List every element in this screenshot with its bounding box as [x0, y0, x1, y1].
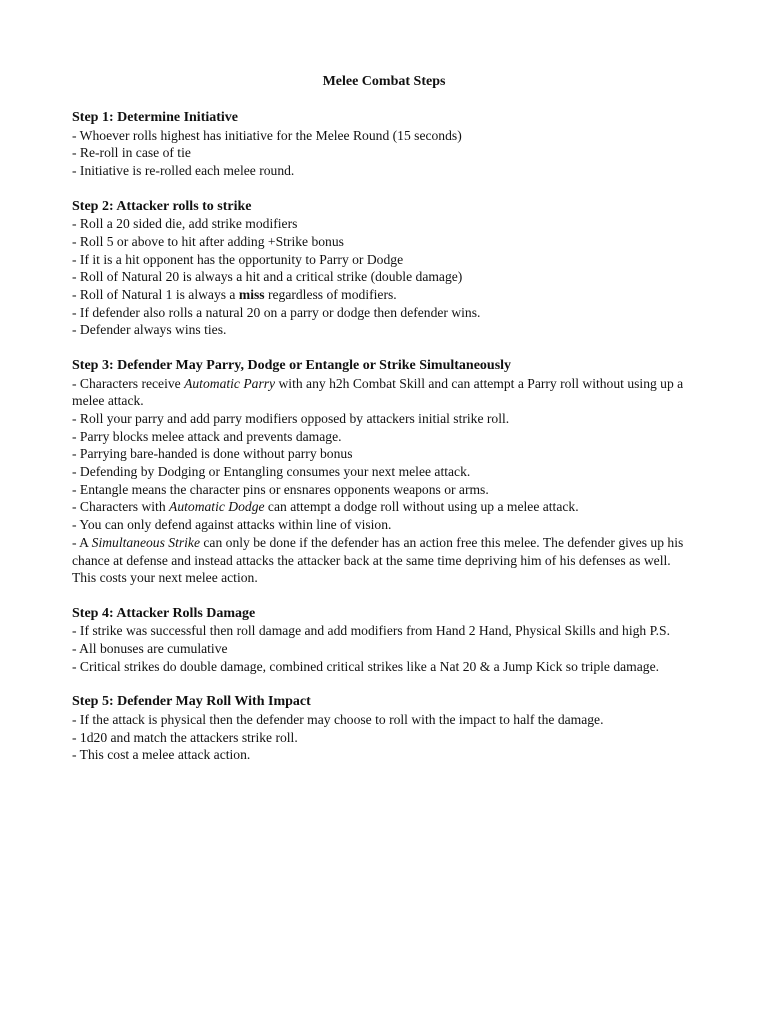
step-bullet: - Roll of Natural 1 is always a miss regardless of modifiers.: [72, 287, 397, 303]
step-heading: Step 1: Determine Initiative: [72, 110, 239, 125]
step-bullet: - Re-roll in case of tie: [72, 145, 191, 161]
step-bullet: - Characters receive Automatic Parry with any h2h Combat Skill and can attempt a Parry roll without using up a melee attack.: [72, 375, 684, 409]
step-bullet: - Parry blocks melee attack and prevents damage.: [72, 428, 342, 444]
italic-term: Automatic Dodge: [169, 499, 265, 515]
step-heading: Step 2: Attacker rolls to strike: [72, 198, 252, 214]
step-bullet: - Roll a 20 sided die, add strike modifiers: [72, 216, 298, 232]
step-heading: Step 5: Defender May Roll With Impact: [72, 694, 311, 710]
step-bullet: - All bonuses are cumulative: [72, 641, 228, 657]
italic-term: Automatic Parry: [184, 375, 276, 391]
step-bullet: - Roll your parry and add parry modifiers opposed by attackers initial strike roll.: [72, 410, 510, 426]
step-section-4: [72, 605, 692, 676]
step-section-3: [72, 357, 692, 587]
step-section-5: [72, 693, 692, 764]
step-bullet: - Critical strikes do double damage, combined critical strikes like a Nat 20 & a Jump Kick so triple damage.: [72, 658, 660, 674]
step-bullet: - Roll 5 or above to hit after adding +Strike bonus: [72, 233, 344, 249]
step-bullet: - Entangle means the character pins or ensnares opponents weapons or arms.: [72, 481, 489, 497]
step-bullet: - 1d20 and match the attackers strike roll.: [72, 729, 298, 745]
step-bullet: - If strike was successful then roll damage and add modifiers from Hand 2 Hand, Physical Skills and high P.S.: [72, 623, 671, 639]
step-bullet: - Defender always wins ties.: [72, 322, 227, 338]
step-bullet: - A Simultaneous Strike can only be done if the defender has an action free this melee. The defender gives up his chance at defense and instead attacks the attacker back at the same time depriving him of his defenses as well. This costs your next melee action.: [72, 534, 684, 586]
step-heading: Step 3: Defender May Parry, Dodge or Entangle or Strike Simultaneously: [72, 357, 512, 373]
step-section-2: [72, 198, 692, 340]
step-bullet: - Roll of Natural 20 is always a hit and a critical strike (double damage): [72, 269, 463, 285]
step-heading: Step 4: Attacker Rolls Damage: [72, 605, 256, 621]
step-bullet: - Parrying bare-handed is done without parry bonus: [72, 446, 353, 462]
page-title: Melee Combat Steps: [322, 74, 446, 89]
step-bullet: - You can only defend against attacks within line of vision.: [72, 517, 392, 533]
step-section-1: [72, 109, 692, 180]
step-bullet: - Whoever rolls highest has initiative for the Melee Round (15 seconds): [72, 127, 462, 143]
italic-term: Simultaneous Strike: [91, 534, 200, 550]
step-bullet: - This cost a melee attack action.: [72, 747, 251, 763]
step-bullet: - Characters with Automatic Dodge can attempt a dodge roll without using up a melee attack.: [72, 499, 579, 515]
bold-term: miss: [238, 287, 265, 303]
step-bullet: - If the attack is physical then the defender may choose to roll with the impact to half the damage.: [72, 711, 604, 727]
step-bullet: - If it is a hit opponent has the opportunity to Parry or Dodge: [72, 251, 404, 267]
document-body: [72, 109, 692, 782]
step-bullet: - If defender also rolls a natural 20 on a parry or dodge then defender wins.: [72, 304, 481, 320]
step-bullet: - Initiative is re-rolled each melee round.: [72, 163, 295, 179]
step-bullet: - Defending by Dodging or Entangling consumes your next melee attack.: [72, 464, 471, 480]
